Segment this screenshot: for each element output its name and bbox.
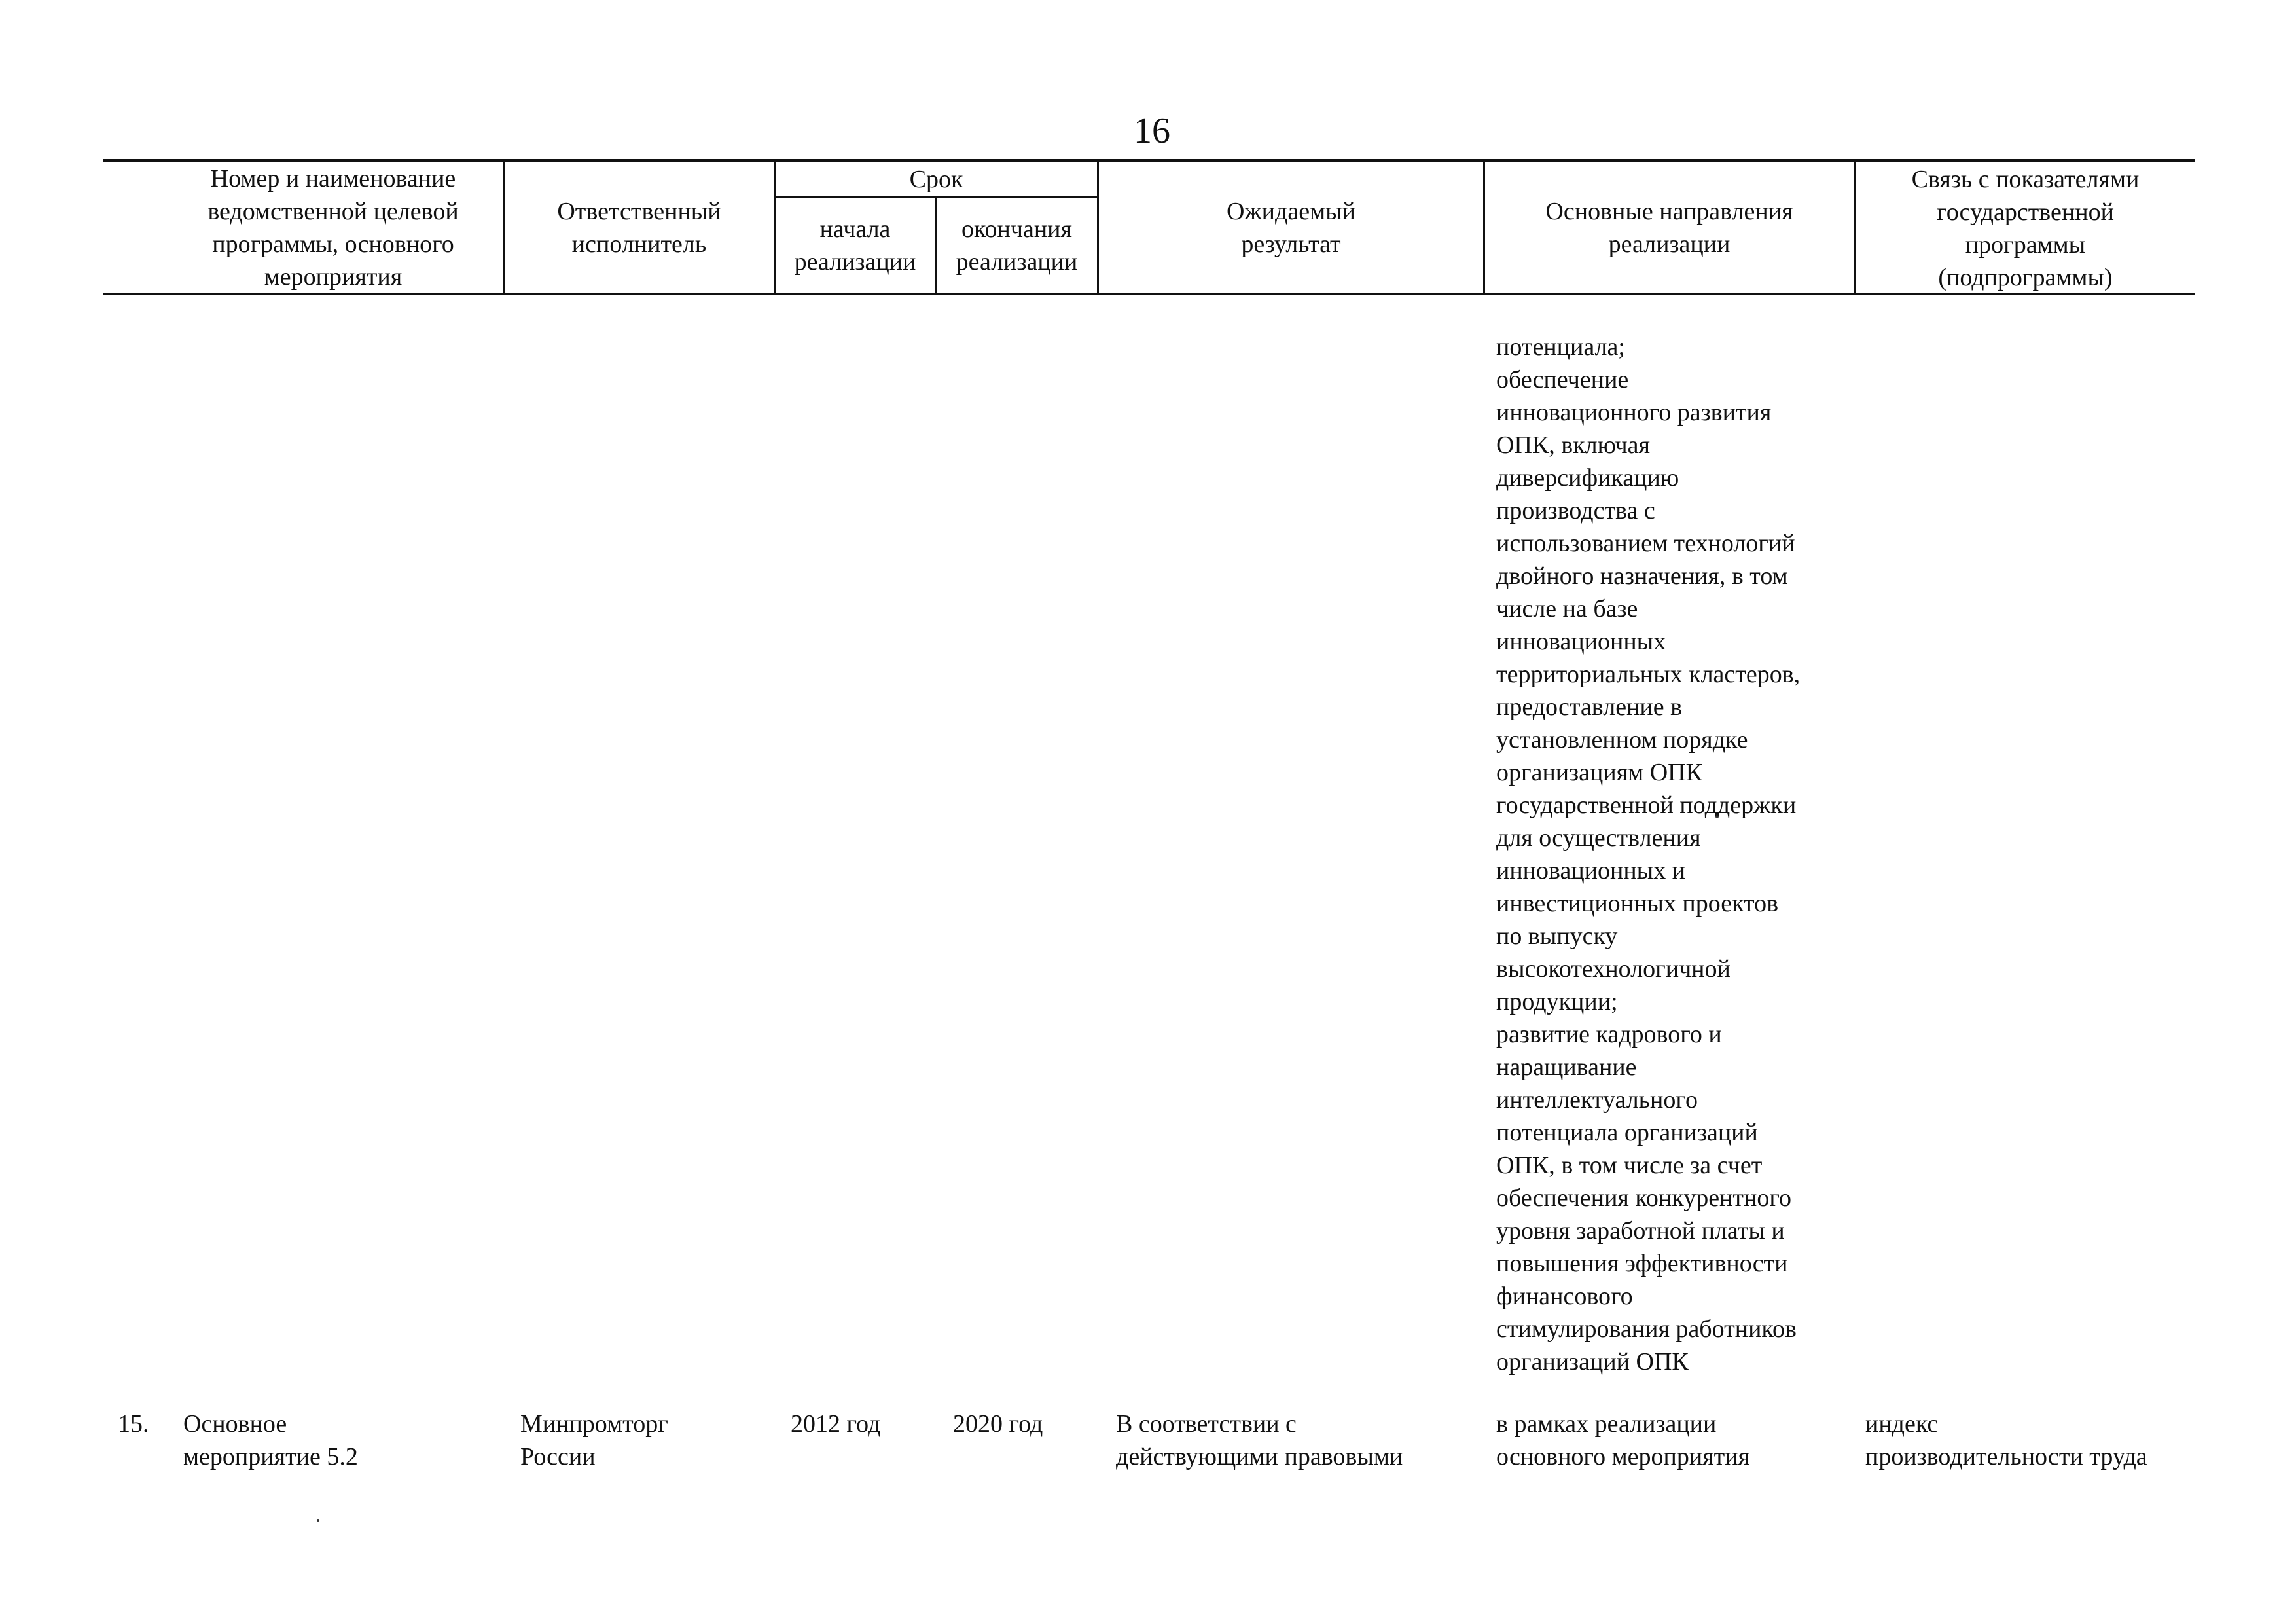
header-main-directions: Основные направления реализации [1545, 198, 1793, 258]
header-indicator-link: Связь с показателями государственной программы (подпрограммы) [1911, 166, 2140, 291]
row15-number: 15. [118, 1410, 149, 1438]
header-program-name: Номер и наименование ведомственной целевой программы, основного мероприятия [207, 165, 459, 291]
row15-executor: Минпромторг России [520, 1410, 668, 1470]
header-term-end: окончания реализации [956, 215, 1078, 276]
table-top-rule [103, 159, 2195, 162]
header-executor: Ответственный исполнитель [557, 198, 721, 258]
row15-name: Основное мероприятие 5.2 [183, 1410, 358, 1470]
row15-indicators: индекс производительности труда [1865, 1410, 2147, 1470]
directions-continuation: потенциала; обеспечение инновационного развития ОПК, включая диверсификацию производства с использованием технологий двойного назначения, в том числе на базе инновационных территориальных кластеров, предоставление в установленном порядке организациям ОПК государственной поддержки для осуществления инновационных и инвестиционных проектов по выпуску высокотехнологичной продукции; развитие кадрового и наращивание интеллектуального потенциала организаций ОПК, в том числе за счет обеспечения конкурентного уровня заработной платы и повышения эффективности финансового стимулирования работников организаций ОПК [1496, 333, 1801, 1376]
header-term-start: начала реализации [794, 215, 916, 276]
scan-speck [317, 1519, 319, 1522]
row15-start: 2012 год [791, 1410, 881, 1438]
row15-end: 2020 год [953, 1410, 1043, 1438]
header-expected-result: Ожидаемый результат [1226, 198, 1355, 258]
header-term: Срок [909, 166, 963, 193]
row15-directions: в рамках реализации основного мероприятия [1496, 1410, 1750, 1470]
row15-result: В соответствии с действующими правовыми [1116, 1410, 1403, 1470]
page-number: 16 [1134, 111, 1170, 151]
